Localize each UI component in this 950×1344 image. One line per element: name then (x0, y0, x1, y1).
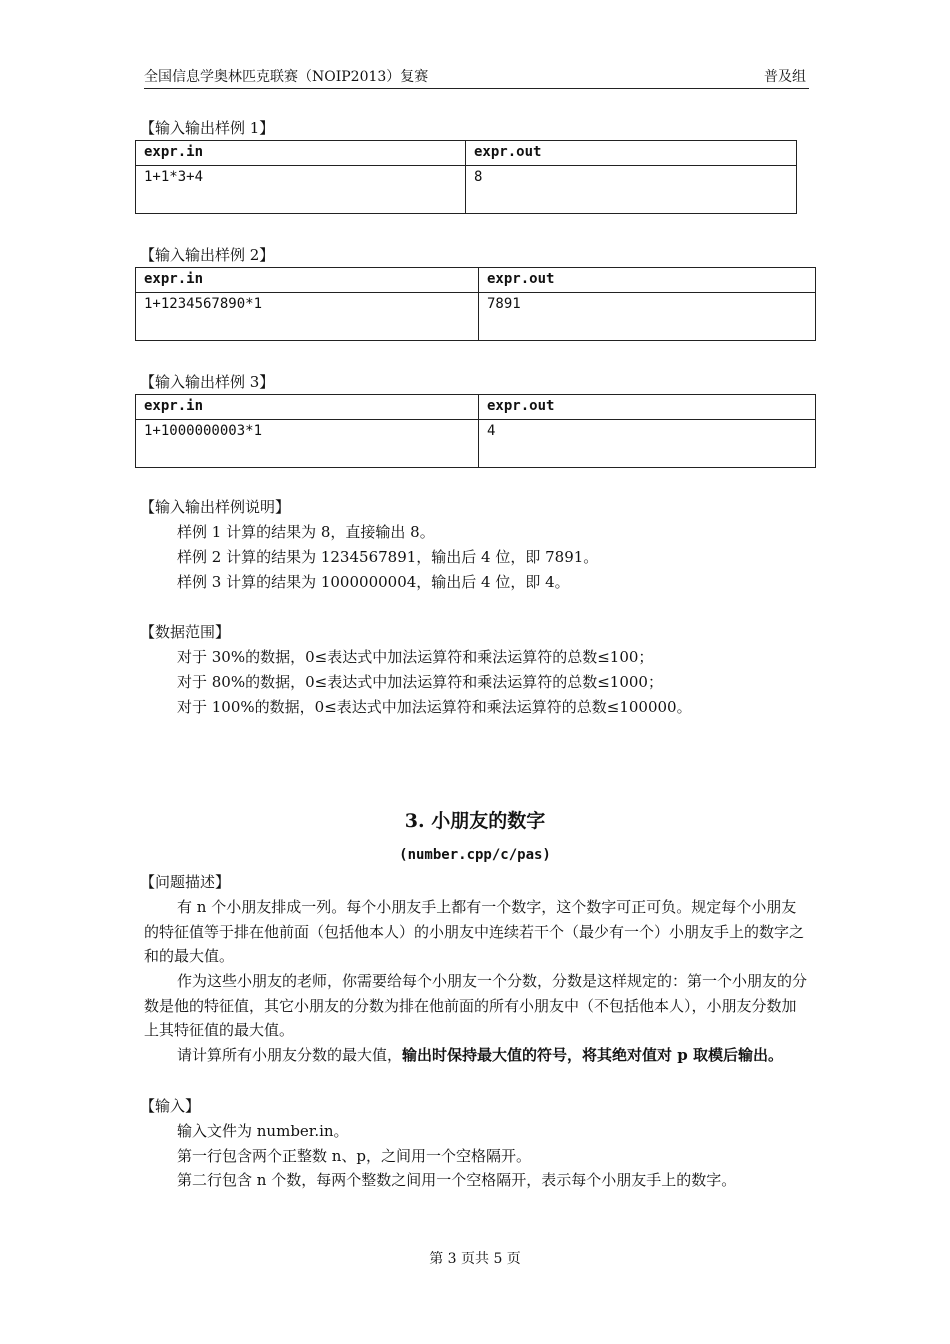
explanation-line-3: 样例 3 计算的结果为 1000000004，输出后 4 位，即 4。 (177, 573, 570, 591)
input-line-3: 第二行包含 n 个数，每两个整数之间用一个空格隔开，表示每个小朋友手上的数字。 (177, 1171, 737, 1189)
sample-3-out-header: expr.out (479, 395, 816, 420)
problem-title: 3. 小朋友的数字 (404, 810, 546, 832)
explanation-line-1: 样例 1 计算的结果为 8，直接输出 8。 (177, 523, 435, 541)
sample-1-table (135, 140, 797, 214)
sample-3-in-header: expr.in (136, 395, 479, 420)
input-line-1: 输入文件为 number.in。 (177, 1122, 349, 1140)
sample-3-out-value: 4 (479, 420, 816, 468)
sample-1-in-value: 1+1*3+4 (136, 166, 466, 214)
sample-2-in-header: expr.in (136, 268, 479, 293)
sample-2-out-value: 7891 (479, 293, 816, 341)
problem-paragraph-3-text: 请计算所有小朋友分数的最大值， (177, 1046, 403, 1064)
problem-paragraph-1: 有 n 个小朋友排成一列。每个小朋友手上都有一个数字，这个数字可正可负。规定每个小朋友的特征值等于排在他前面（包括他本人）的小朋友中连续若干个（最少有一个）小朋友手上的数字之和的最大值。 (144, 898, 805, 965)
explanation-line-2: 样例 2 计算的结果为 1234567891，输出后 4 位，即 7891。 (177, 548, 599, 566)
sample-1-in-header: expr.in (136, 141, 466, 166)
range-label: 【数据范围】 (140, 623, 231, 641)
range-line-2: 对于 80%的数据，0≤表达式中加法运算符和乘法运算符的总数≤1000； (177, 673, 663, 691)
range-line-1: 对于 30%的数据，0≤表达式中加法运算符和乘法运算符的总数≤100； (177, 648, 654, 666)
problem-filename: (number.cpp/c/pas) (399, 847, 551, 863)
range-line-3: 对于 100%的数据，0≤表达式中加法运算符和乘法运算符的总数≤100000。 (177, 698, 692, 716)
sample-1-label: 【输入输出样例 1】 (140, 119, 275, 137)
sample-2-in-value: 1+1234567890*1 (136, 293, 479, 341)
explanation-label: 【输入输出样例说明】 (140, 498, 291, 516)
problem-paragraph-3 (144, 1043, 810, 1068)
input-label: 【输入】 (140, 1097, 201, 1115)
sample-2-label: 【输入输出样例 2】 (140, 246, 275, 264)
problem-paragraph-2: 作为这些小朋友的老师，你需要给每个小朋友一个分数，分数是这样规定的：第一个小朋友的分数是他的特征值，其它小朋友的分数为排在他前面的所有小朋友中（不包括他本人），小朋友分数加上其特征值的最大值。 (144, 972, 808, 1039)
sample-3-in-value: 1+1000000003*1 (136, 420, 479, 468)
page-header-group: 普及组 (764, 69, 806, 85)
problem-desc-label: 【问题描述】 (140, 873, 231, 891)
page-number: 第 3 页共 5 页 (429, 1251, 521, 1267)
sample-1-out-value: 8 (466, 166, 797, 214)
problem-paragraph-3-emphasis: 输出时保持最大值的符号，将其绝对值对 p 取模后输出。 (402, 1046, 783, 1064)
header-divider (144, 88, 809, 89)
sample-3-label: 【输入输出样例 3】 (140, 373, 275, 391)
sample-2-out-header: expr.out (479, 268, 816, 293)
sample-2-table (135, 267, 816, 341)
page-header-title: 全国信息学奥林匹克联赛（NOIP2013）复赛 (144, 69, 429, 85)
sample-3-table (135, 394, 816, 468)
input-line-2: 第一行包含两个正整数 n、p，之间用一个空格隔开。 (177, 1147, 532, 1165)
sample-1-out-header: expr.out (466, 141, 797, 166)
